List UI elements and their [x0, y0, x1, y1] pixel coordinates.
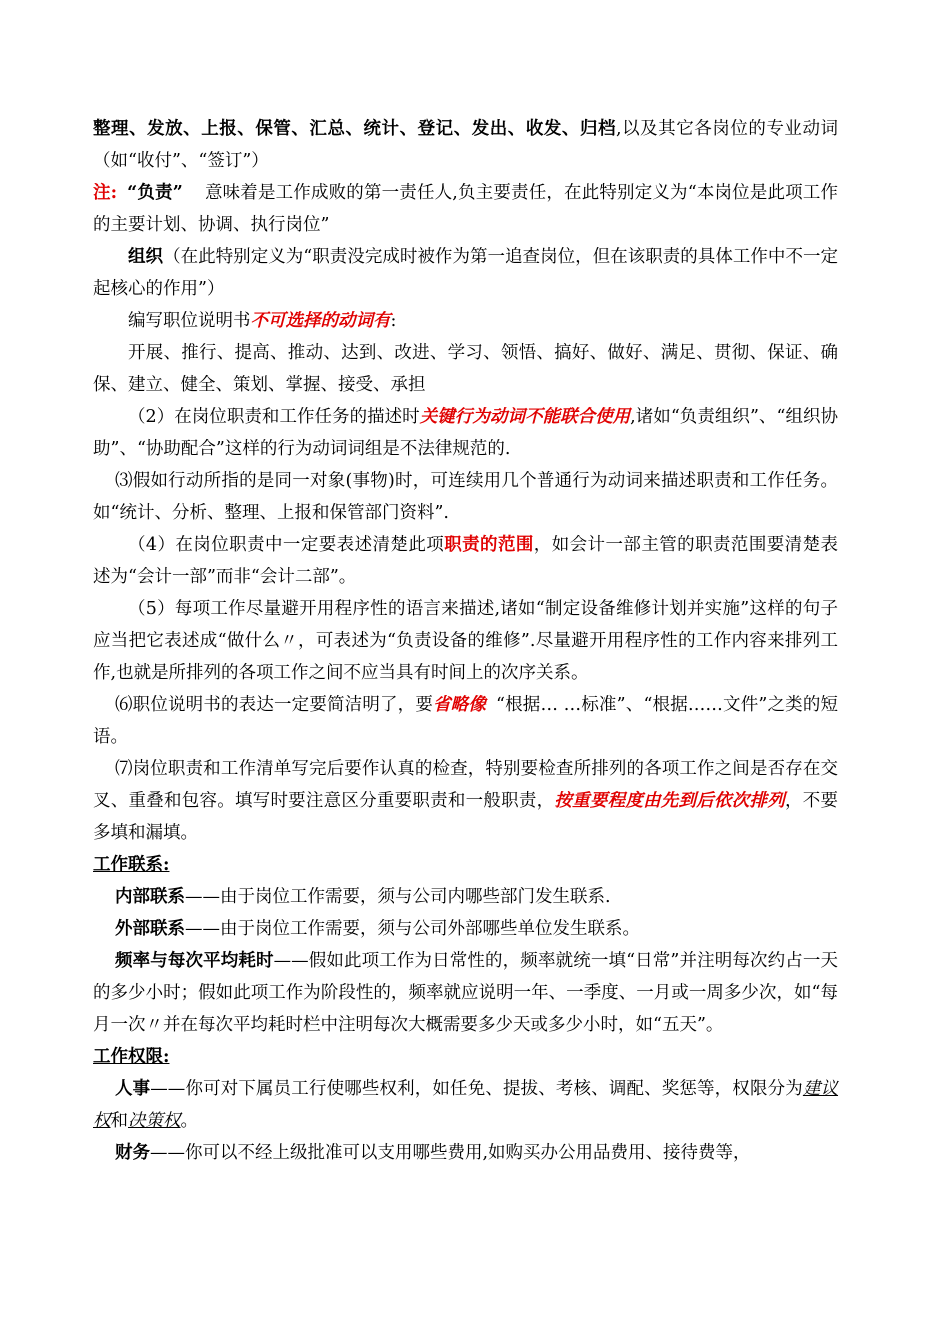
- paragraph-text: ——假如此项工作为日常性的，频率就统一填“日常”并注明每次约占一天的多少小时；假如此项工作为阶段性的，频率就应说明一年、一季度、一月或一周多少次，如“每月一次〃并在每次平均耗时栏中注明每次大概需要多少天或多少小时，如“五天”。: [93, 951, 838, 1035]
- paragraph-item-4: [93, 529, 838, 593]
- paragraph-internal-contact: [93, 881, 838, 913]
- paragraph-text: ——你可对下属员工行使哪些权利，如任免、提拔、考核、调配、奖惩等，权限分为: [150, 1079, 803, 1099]
- paragraph-text: 编写职位说明书: [128, 311, 251, 331]
- heading-work-contacts: [93, 849, 838, 881]
- paragraph-forbidden-verbs: [93, 305, 838, 337]
- paragraph-text: 开展、推行、提高、推动、达到、改进、学习、领悟、搞好、做好、满足、贯彻、保证、确保、建立、健全、策划、掌握、接受、承担: [93, 343, 838, 395]
- paragraph-text: （在此特别定义为“职责没完成时被作为第一追查岗位，但在该职责的具体工作中不一定起核心的作用”）: [93, 247, 839, 299]
- paragraph-note-responsible: [93, 177, 838, 241]
- paragraph-text: ，不要多填和漏填。: [93, 791, 839, 843]
- paragraph-text: “根据… …标准”、“根据……文件”之类的短语。: [93, 695, 839, 747]
- paragraph-external-contact: [93, 913, 838, 945]
- paragraph-text: 。: [180, 1111, 198, 1131]
- paragraph-item-6: [93, 689, 838, 753]
- paragraph-text: ⑶假如行动所指的是同一对象(事物)时，可连续用几个普通行为动词来描述职责和工作任务。如“统计、分析、整理、上报和保管部门资料”.: [93, 471, 838, 523]
- paragraph-item-5: [93, 593, 838, 689]
- bold-verbs: 整理、发放、上报、保管、汇总、统计、登记、发出、收发、归档: [93, 119, 617, 139]
- term-decision-right: 决策权: [128, 1111, 181, 1131]
- paragraph-text: 意味着是工作成败的第一责任人,负主要责任，在此特别定义为“本岗位是此项工作的主要计划、协调、执行岗位”: [93, 183, 838, 235]
- paragraph-item-2: [93, 401, 838, 465]
- paragraph-text: ，如会计一部主管的职责范围要清楚表述为“会计一部”而非“会计二部”。: [93, 535, 839, 587]
- paragraph-text: ,以及其它各岗位的专业动词（如“收付”、“签订”）: [93, 119, 838, 171]
- paragraph-item-7: [93, 753, 838, 849]
- term-internal: 内部联系: [115, 887, 185, 907]
- emphasis-text: 关键行为动词不能联合使用: [419, 407, 631, 427]
- paragraph-text: （2）在岗位职责和工作任务的描述时: [128, 407, 420, 427]
- heading-work-authority: [93, 1041, 838, 1073]
- paragraph-frequency: [93, 945, 838, 1041]
- paragraph-verbs-list: [93, 113, 838, 177]
- term-frequency: 频率与每次平均耗时: [115, 951, 274, 971]
- section-heading: 工作权限:: [93, 1047, 170, 1067]
- paragraph-personnel: [93, 1073, 838, 1137]
- term-external: 外部联系: [115, 919, 185, 939]
- paragraph-text: （4）在岗位职责中一定要表述清楚此项: [128, 535, 445, 555]
- emphasis-text: 不可选择的动词有: [250, 311, 391, 331]
- paragraph-text: 和: [110, 1111, 128, 1131]
- section-heading: 工作联系:: [93, 855, 170, 875]
- term-advisory-right: 建议权: [93, 1079, 839, 1131]
- paragraph-text: ⑹职位说明书的表达一定要简洁明了，要: [115, 695, 433, 715]
- term-responsible: “负责”: [127, 183, 183, 203]
- paragraph-text: :: [390, 311, 397, 331]
- paragraph-text: ——你可以不经上级批准可以支用哪些费用,如购买办公用品费用、接待费等，: [150, 1143, 751, 1163]
- paragraph-organize: [93, 241, 838, 305]
- paragraph-finance: [93, 1137, 838, 1169]
- term-personnel: 人事: [115, 1079, 151, 1099]
- paragraph-text: ——由于岗位工作需要，须与公司外部哪些单位发生联系。: [185, 919, 640, 939]
- paragraph-text: ,诸如“负责组织”、“组织协助”、“协助配合”这样的行为动词词组是不法律规范的.: [93, 407, 839, 459]
- paragraph-item-3: [93, 465, 838, 529]
- emphasis-text: 职责的范围: [444, 535, 534, 555]
- term-finance: 财务: [115, 1143, 150, 1163]
- emphasis-text: 按重要程度由先到后依次排列: [554, 791, 786, 811]
- note-label: 注:: [93, 183, 118, 203]
- paragraph-text: （5）每项工作尽量避开用程序性的语言来描述,诸如“制定设备维修计划并实施”这样的句子应当把它表述成“做什么〃，可表述为“负责设备的维修”.尽量避开用程序性的工作内容来排列工作,也就是所排列的各项工作之间不应当具有时间上的次序关系。: [93, 599, 838, 683]
- paragraph-text: ——由于岗位工作需要，须与公司内哪些部门发生联系.: [185, 887, 611, 907]
- document-body: [93, 113, 838, 1169]
- term-organize: 组织: [128, 247, 164, 267]
- paragraph-forbidden-verbs-list: [93, 337, 838, 401]
- paragraph-text: ⑺岗位职责和工作清单写完后要作认真的检查，特别要检查所排列的各项工作之间是否存在交叉、重叠和包容。填写时要注意区分重要职责和一般职责，: [93, 759, 838, 811]
- emphasis-text: 省略像: [433, 695, 486, 715]
